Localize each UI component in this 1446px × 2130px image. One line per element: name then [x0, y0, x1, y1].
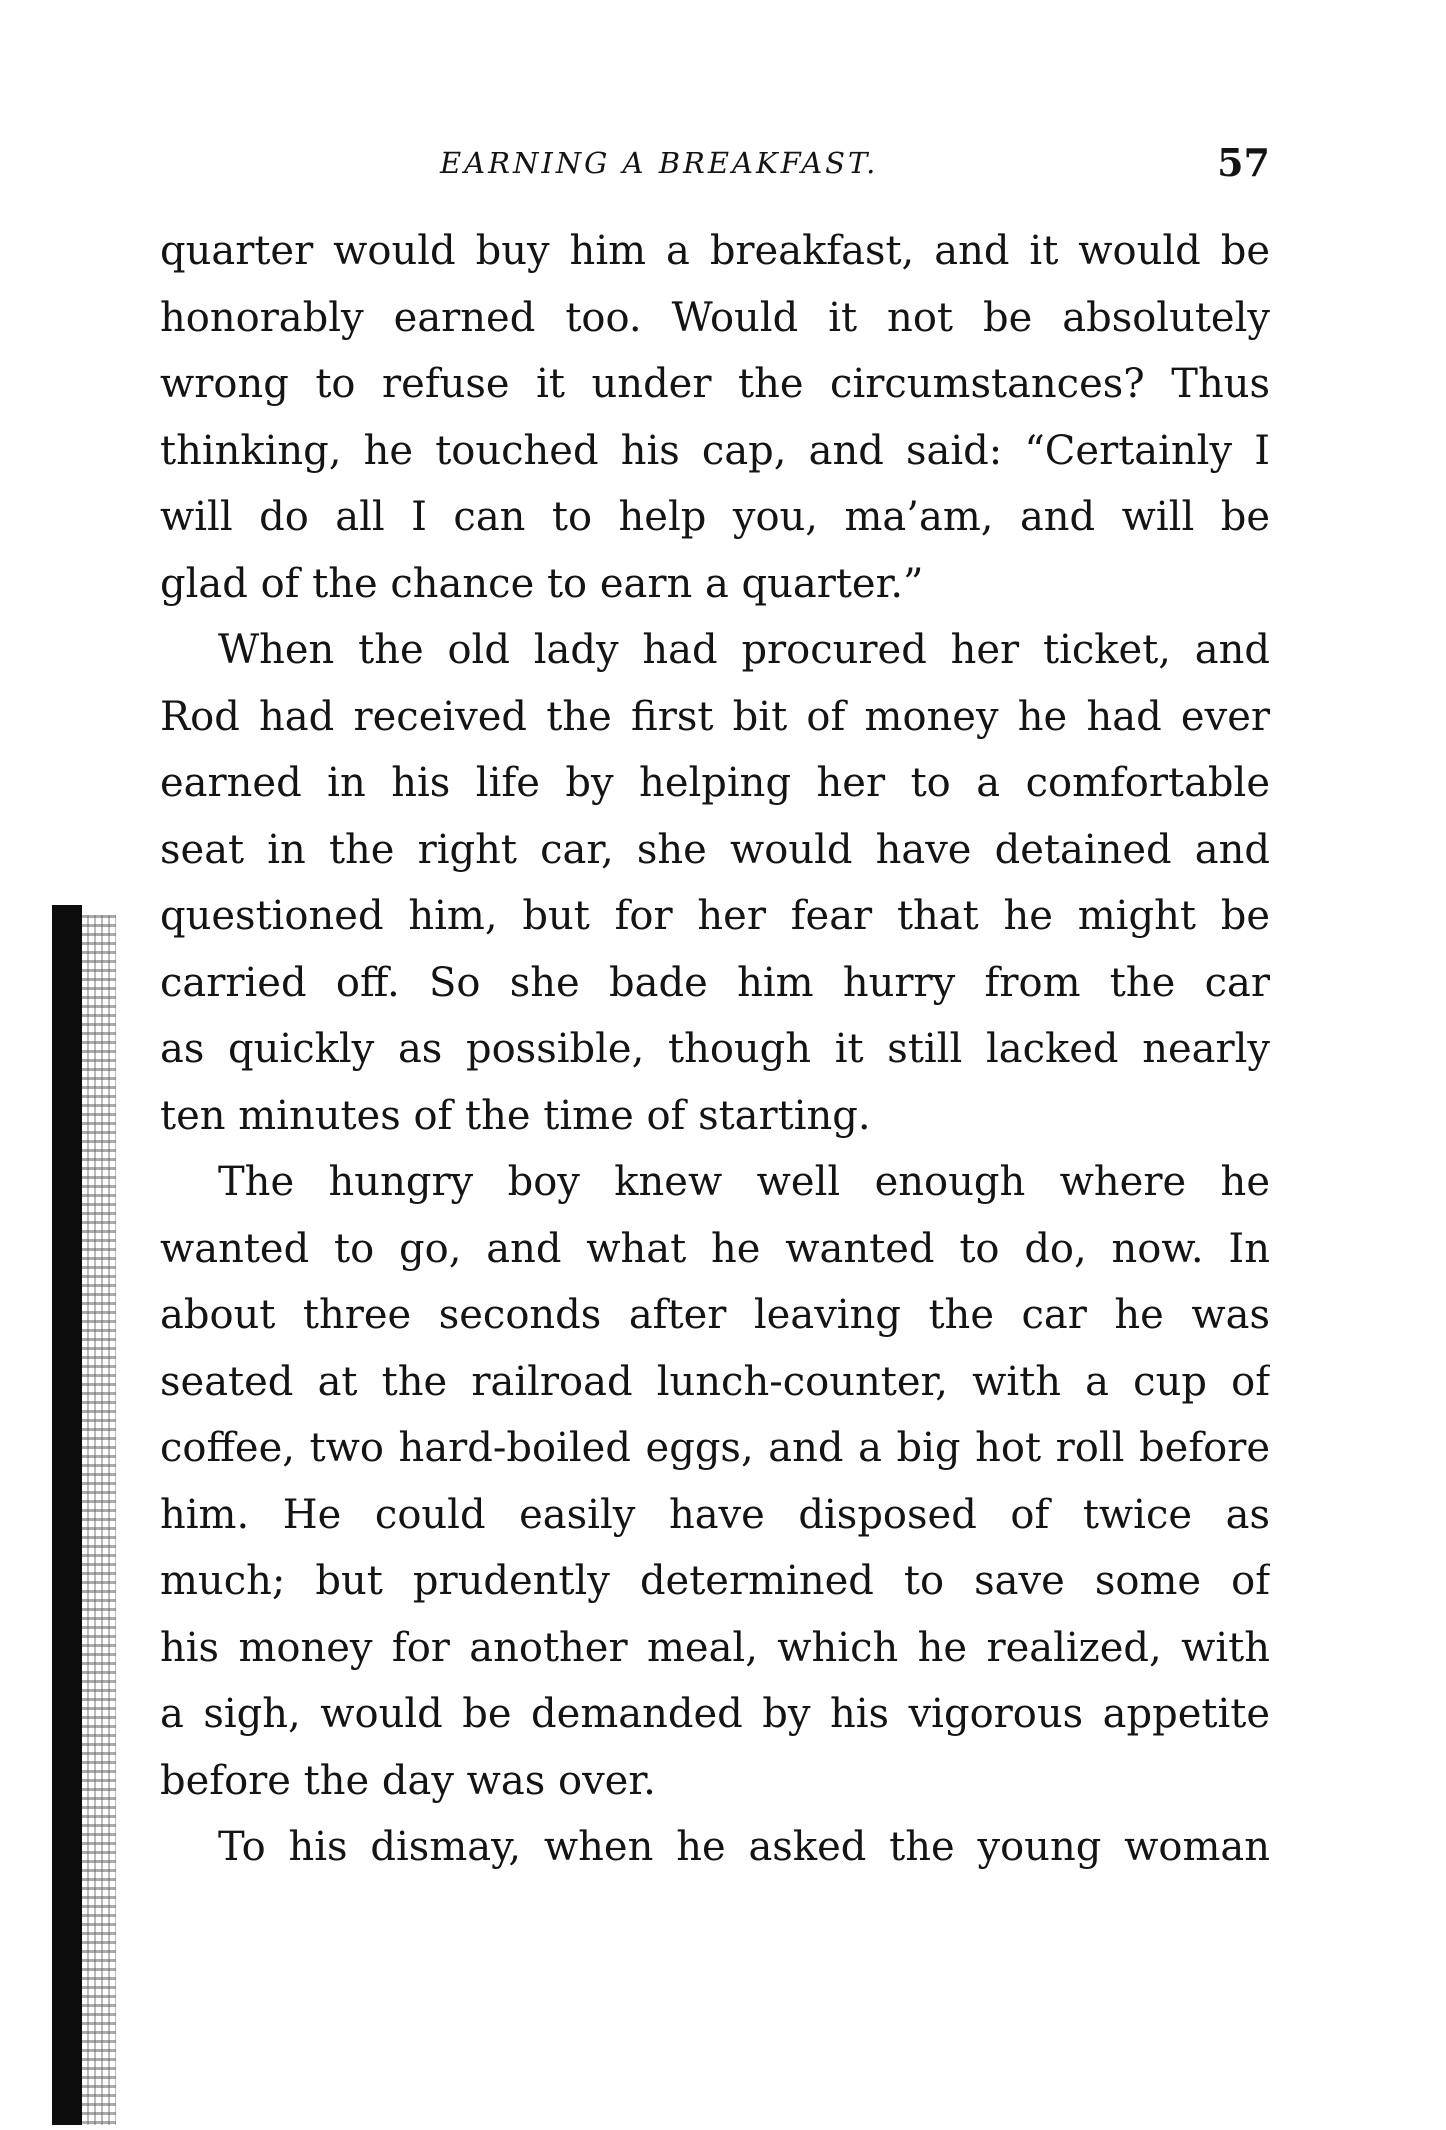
text-line: his money for another meal, which he realized, with	[160, 1624, 1270, 1671]
paragraph	[160, 1814, 1270, 1881]
text-line: before the day was over.	[160, 1757, 656, 1804]
text-line: carried off. So she bade him hurry from the car	[160, 959, 1270, 1006]
text-line: wanted to go, and what he wanted to do, now. In	[160, 1225, 1270, 1272]
text-line: a sigh, would be demanded by his vigorous appetite	[160, 1691, 1270, 1737]
page-number: 57	[1217, 140, 1270, 185]
text-line: wrong to refuse it under the circumstances? Thus	[160, 361, 1270, 407]
text-line: seated at the railroad lunch-counter, with a cup of	[160, 1358, 1270, 1405]
binding-speckle	[80, 915, 116, 2125]
text-line: thinking, he touched his cap, and said: “Certainly I	[160, 427, 1270, 474]
binding-shadow	[52, 905, 82, 2125]
text-line: Rod had received the first bit of money he had ever	[160, 693, 1270, 740]
text-line: honorably earned too. Would it not be absolutely	[160, 294, 1270, 341]
text-line: seat in the right car, she would have detained and	[160, 826, 1270, 873]
text-line: much; but prudently determined to save some of	[160, 1558, 1270, 1604]
text-line: will do all I can to help you, ma’am, and will be	[160, 494, 1270, 540]
text-line: earned in his life by helping her to a comfortable	[160, 760, 1270, 806]
text-line: about three seconds after leaving the car he was	[160, 1292, 1270, 1338]
text-line: as quickly as possible, though it still lacked nearly	[160, 1026, 1270, 1072]
text-line: glad of the chance to earn a quarter.”	[160, 560, 924, 607]
text-line: When the old lady had procured her ticket, and	[218, 627, 1270, 673]
running-head: EARNING A BREAKFAST.	[440, 146, 879, 180]
page-header	[160, 140, 1270, 200]
text-line: him. He could easily have disposed of twice as	[160, 1491, 1270, 1538]
paragraph	[160, 1149, 1270, 1814]
paragraph	[160, 218, 1270, 617]
text-line: To his dismay, when he asked the young woman	[218, 1824, 1270, 1870]
text-line: ten minutes of the time of starting.	[160, 1092, 871, 1139]
text-line: coffee, two hard-boiled eggs, and a big hot roll before	[160, 1425, 1270, 1471]
text-line: quarter would buy him a breakfast, and it would be	[160, 228, 1270, 274]
body-text	[160, 218, 1270, 1881]
text-line: The hungry boy knew well enough where he	[218, 1159, 1270, 1205]
paragraph	[160, 617, 1270, 1149]
text-line: questioned him, but for her fear that he might be	[160, 893, 1270, 939]
